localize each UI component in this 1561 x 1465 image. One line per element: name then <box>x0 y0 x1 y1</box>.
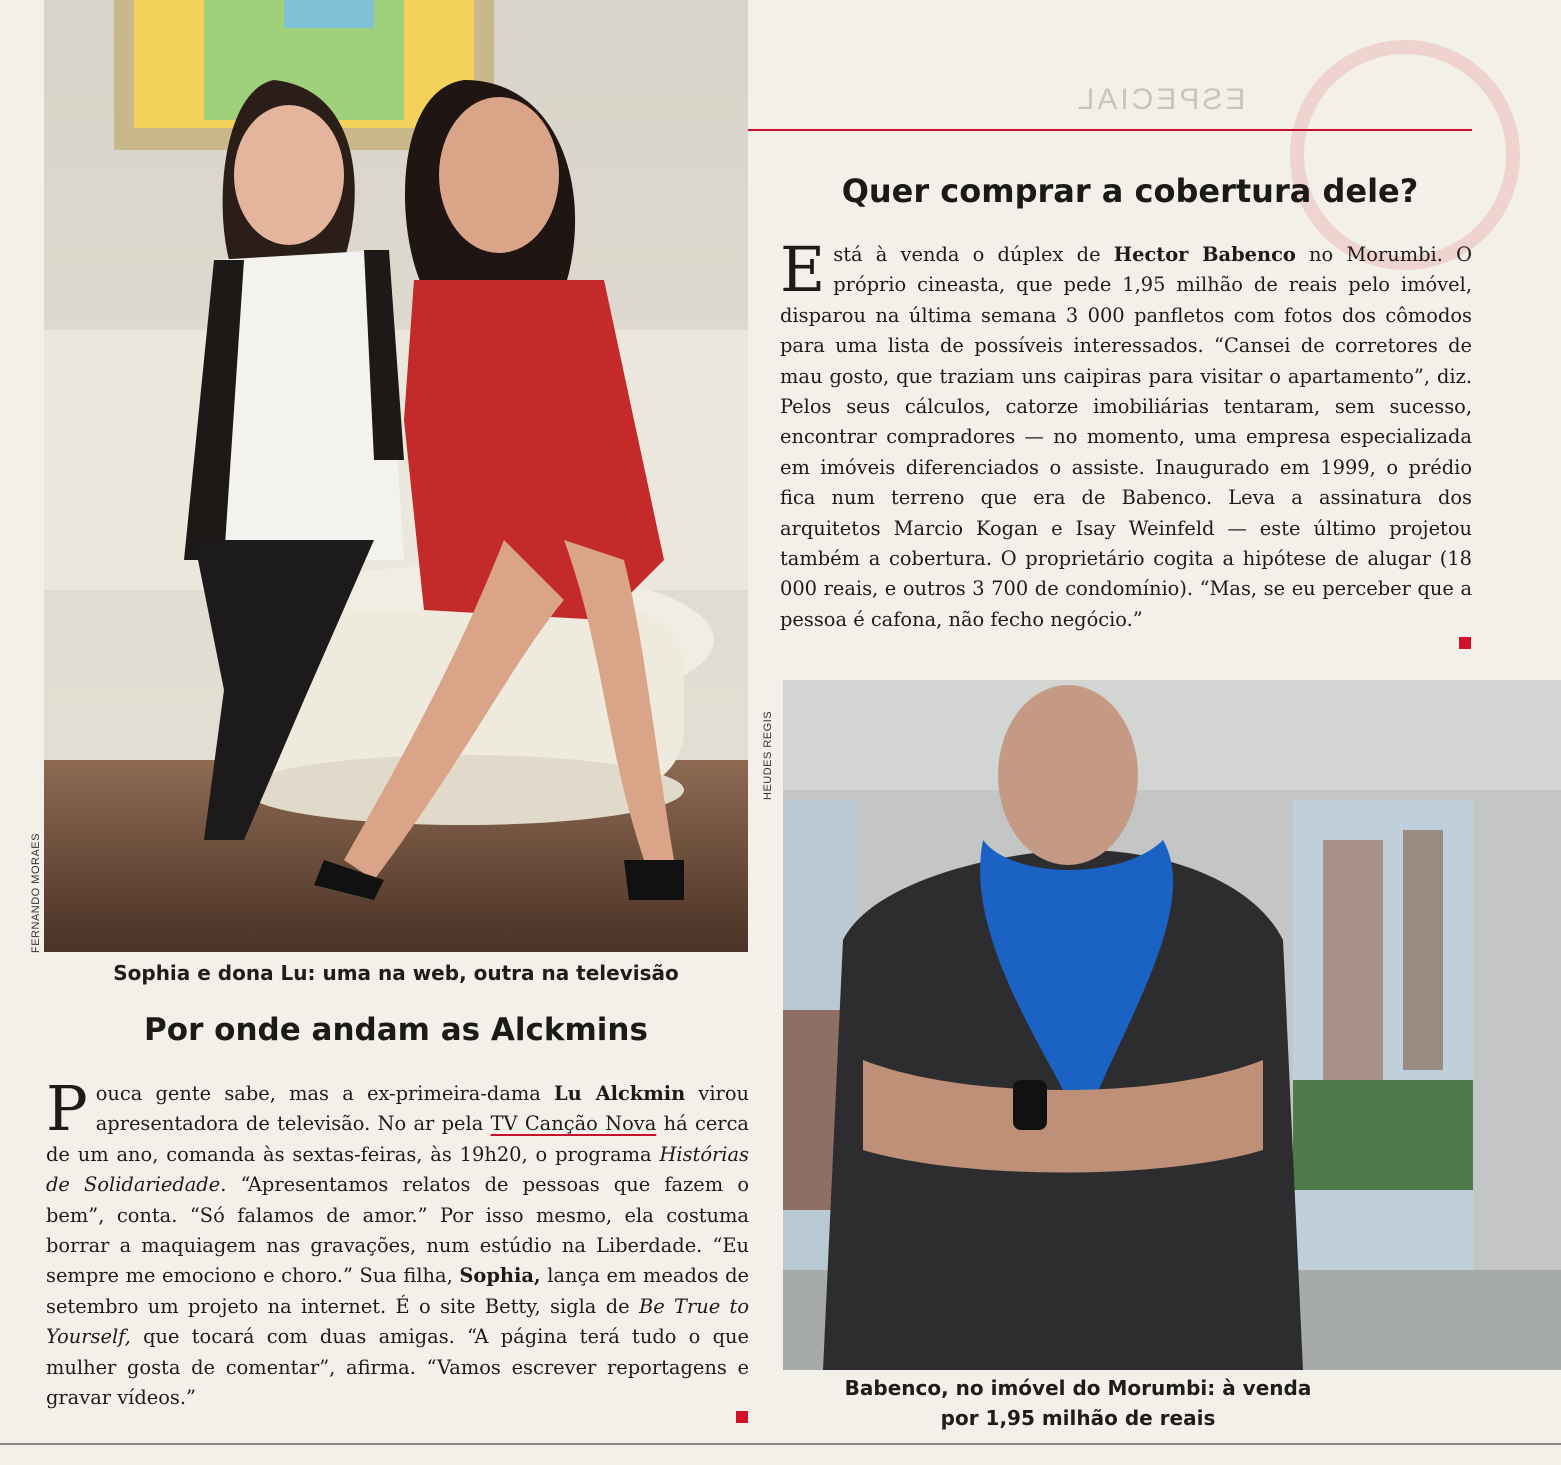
photo-sophia-and-lu <box>44 0 748 952</box>
dropcap-e: E <box>780 233 826 306</box>
end-mark-left <box>736 1411 748 1423</box>
photo-sophia-and-lu-illustration <box>44 0 748 952</box>
article-cobertura-body <box>780 233 1472 635</box>
tv-channel-underlined: TV Canção Nova <box>490 1112 657 1136</box>
section-red-rule <box>742 129 1472 131</box>
text-run: “Apresentamos relatos de pessoas que fazem o bem”, conta. “Só falamos de amor.” Por isso mesmo, ela costuma borrar a maquiagem nas gravações, num estúdio na Liberdade. “Eu sempre me emociono e choro.” Sua filha, <box>46 1173 749 1288</box>
text-run: há cerca de um ano, comanda às sextas-feiras, às 19h20, o programa <box>46 1112 749 1166</box>
bleed-through-section-label: ESPECIAL <box>1074 83 1246 116</box>
page-bottom-rule <box>0 1443 1561 1445</box>
text-run: stá à venda o dúplex de <box>833 243 1114 266</box>
text-run: lança em meados de setembro um projeto na internet. É o site Betty, sigla de <box>46 1264 749 1318</box>
text-run: ouca gente sabe, mas a ex-primeira-dama <box>95 1082 555 1105</box>
photo-caption-right <box>783 1373 1373 1433</box>
dropcap-p: P <box>46 1072 88 1145</box>
photo-caption-left: Sophia e dona Lu: uma na web, outra na televisão <box>113 961 679 985</box>
end-mark-right <box>1459 637 1471 649</box>
text-run: que tocará com duas amigas. “A página terá tudo o que mulher gosta de comentar”, afirma. “Vamos escrever reportagens e gravar vídeos.” <box>46 1325 749 1410</box>
headline-alckmins: Por onde andam as Alckmins <box>144 1012 648 1048</box>
name-sophia: Sophia, <box>459 1264 541 1288</box>
text-run: virou apresentadora de televisão. No ar pela <box>95 1082 749 1136</box>
name-lu-alckmin: Lu Alckmin <box>554 1082 686 1105</box>
article-cobertura-paragraph <box>780 233 1472 635</box>
photo-babenco-illustration <box>783 680 1561 1370</box>
photo-caption-right-line1: Babenco, no imóvel do Morumbi: à venda <box>844 1376 1312 1400</box>
site-acronym-meaning: Be True to Yourself, <box>46 1294 750 1349</box>
photo-credit-left: FERNANDO MORAES <box>30 833 42 953</box>
headline-cobertura: Quer comprar a cobertura dele? <box>841 172 1419 210</box>
photo-caption-right-line2: por 1,95 milhão de reais <box>940 1406 1216 1430</box>
article-alckmins-body <box>46 1072 750 1413</box>
program-title: Histórias de Solidariedade. <box>46 1142 749 1197</box>
photo-babenco <box>783 680 1561 1370</box>
name-hector-babenco: Hector Babenco <box>1113 243 1296 266</box>
photo-credit-right: HEUDES REGIS <box>762 710 774 800</box>
text-run: no Morumbi. O próprio cineasta, que pede 1,95 milhão de reais pelo imóvel, disparou na última semana 3 000 panfletos com fotos dos cômodos para uma lista de possíveis interessados. “Cansei de corretores de mau gosto, que traziam uns caipiras para visitar o apartamento”, diz. Pelos seus cálculos, catorze imobiliárias tentaram, sem sucesso, encontrar compradores — no momento, uma empresa especializada em imóveis diferenciados o assiste. Inaugurado em 1999, o prédio fica num terreno que era de Babenco. Leva a assinatura dos arquitetos Marcio Kogan e Isay Weinfeld — este último projetou também a cobertura. O proprietário cogita a hipótese de alugar (18 000 reais, e outros 3 700 de condomínio). “Mas, se eu perceber que a pessoa é cafona, não fecho negócio.” <box>780 243 1472 631</box>
article-alckmins-paragraph <box>46 1072 750 1413</box>
